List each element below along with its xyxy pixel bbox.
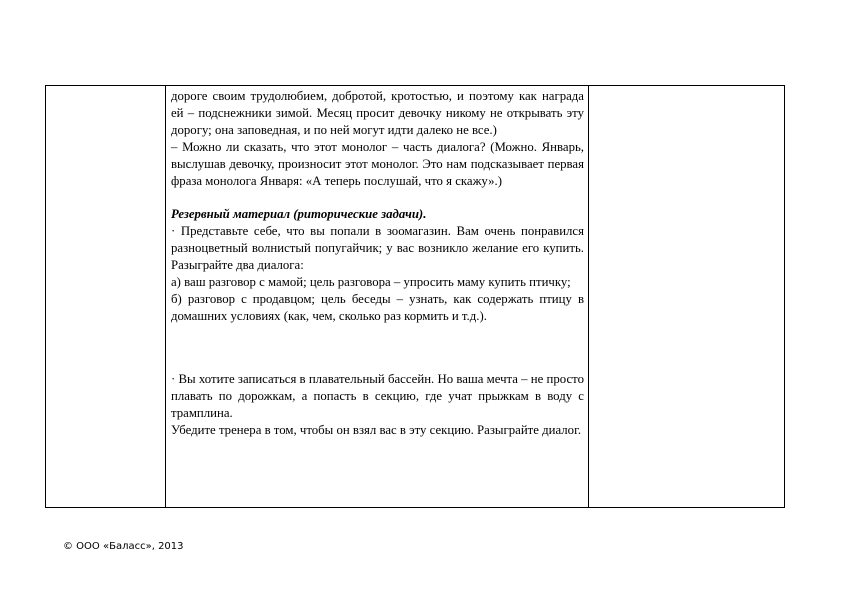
lesson-content-cell xyxy=(171,88,584,439)
paragraph: – Можно ли сказать, что этот монолог – часть диалога? (Можно. Январь, выслушав девочку, произносит этот монолог. Это нам подсказывает первая фраза монолога Января: «А теперь послушай, что я скажу».) xyxy=(171,140,584,188)
lesson-table xyxy=(45,85,785,508)
paragraph: Убедите тренера в том, чтобы он взял вас в эту секцию. Разыграйте диалог. xyxy=(171,423,582,437)
paragraph: б) разговор с продавцом; цель беседы – узнать, как содержать птицу в домашних условиях (как, чем, сколько раз кормить и т.д.). xyxy=(171,292,584,323)
column-divider xyxy=(588,86,589,507)
column-divider xyxy=(165,86,166,507)
section-heading: Резервный материал (риторические задачи). xyxy=(171,207,427,221)
paragraph: · Представьте себе, что вы попали в зоомагазин. Вам очень понравился разноцветный волнистый попугайчик; у вас возникло желание его купить. Разыграйте два диалога: xyxy=(171,224,584,272)
paragraph: а) ваш разговор с мамой; цель разговора – упросить маму купить птичку; xyxy=(171,275,571,289)
paragraph: дороге своим трудолюбием, добротой, кротостью, и поэтому как награда ей – подснежники зимой. Месяц просит девочку никому не открывать эту дорогу; она заповедная, и по ней могут идти далеко не все.) xyxy=(171,89,584,137)
paragraph: · Вы хотите записаться в плавательный бассейн. Но ваша мечта – не просто плавать по дорожкам, а попасть в секцию, где учат прыжкам в воду с трамплина. xyxy=(171,372,584,420)
copyright-footer: © ООО «Баласс», 2013 xyxy=(63,541,184,552)
